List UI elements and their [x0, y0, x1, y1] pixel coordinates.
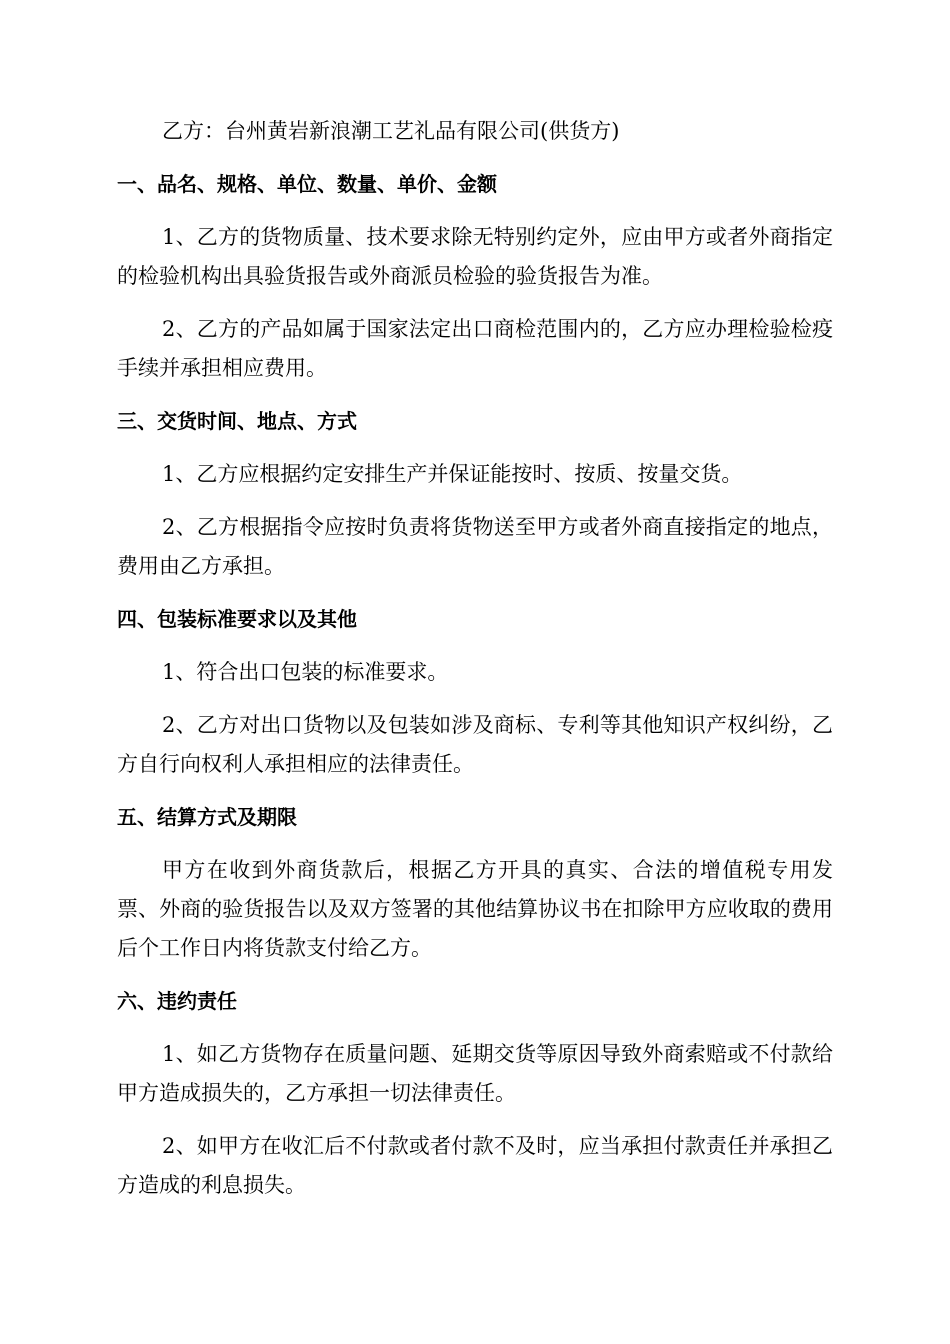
- section-4-paragraph-2: 2、乙方对出口货物以及包装如涉及商标、专利等其他知识产权纠纷，乙方自行向权利人承担相应的法律责任。: [117, 713, 833, 776]
- section-heading-5: 五、结算方式及期限: [117, 805, 297, 829]
- section-6-paragraph-1: 1、如乙方货物存在质量问题、延期交货等原因导致外商索赔或不付款给甲方造成损失的，乙方承担一切法律责任。: [117, 1042, 833, 1105]
- section-1-paragraph-2: 2、乙方的产品如属于国家法定出口商检范围内的，乙方应办理检验检疫手续并承担相应费用。: [117, 317, 833, 380]
- document-body: [117, 112, 833, 1205]
- section-heading-1: 一、品名、规格、单位、数量、单价、金额: [117, 172, 497, 196]
- party-b-line: 乙方：台州黄岩新浪潮工艺礼品有限公司(供货方): [162, 119, 620, 143]
- section-heading-6: 六、违约责任: [117, 989, 237, 1013]
- section-heading-3: 三、交货时间、地点、方式: [117, 409, 357, 433]
- section-3-paragraph-2: 2、乙方根据指令应按时负责将货物送至甲方或者外商直接指定的地点，费用由乙方承担。: [117, 515, 833, 578]
- section-5-paragraph-1: 甲方在收到外商货款后，根据乙方开具的真实、合法的增值税专用发票、外商的验货报告以及双方签署的其他结算协议书在扣除甲方应收取的费用后个工作日内将货款支付给乙方。: [117, 858, 833, 960]
- section-3-paragraph-1: 1、乙方应根据约定安排生产并保证能按时、按质、按量交货。: [162, 462, 743, 486]
- section-1-paragraph-1: 1、乙方的货物质量、技术要求除无特别约定外，应由甲方或者外商指定的检验机构出具验货报告或外商派员检验的验货报告为准。: [117, 225, 833, 288]
- section-6-paragraph-2: 2、如甲方在收汇后不付款或者付款不及时，应当承担付款责任并承担乙方造成的利息损失。: [117, 1134, 833, 1197]
- section-heading-4: 四、包装标准要求以及其他: [117, 607, 357, 631]
- section-4-paragraph-1: 1、符合出口包装的标准要求。: [162, 660, 449, 684]
